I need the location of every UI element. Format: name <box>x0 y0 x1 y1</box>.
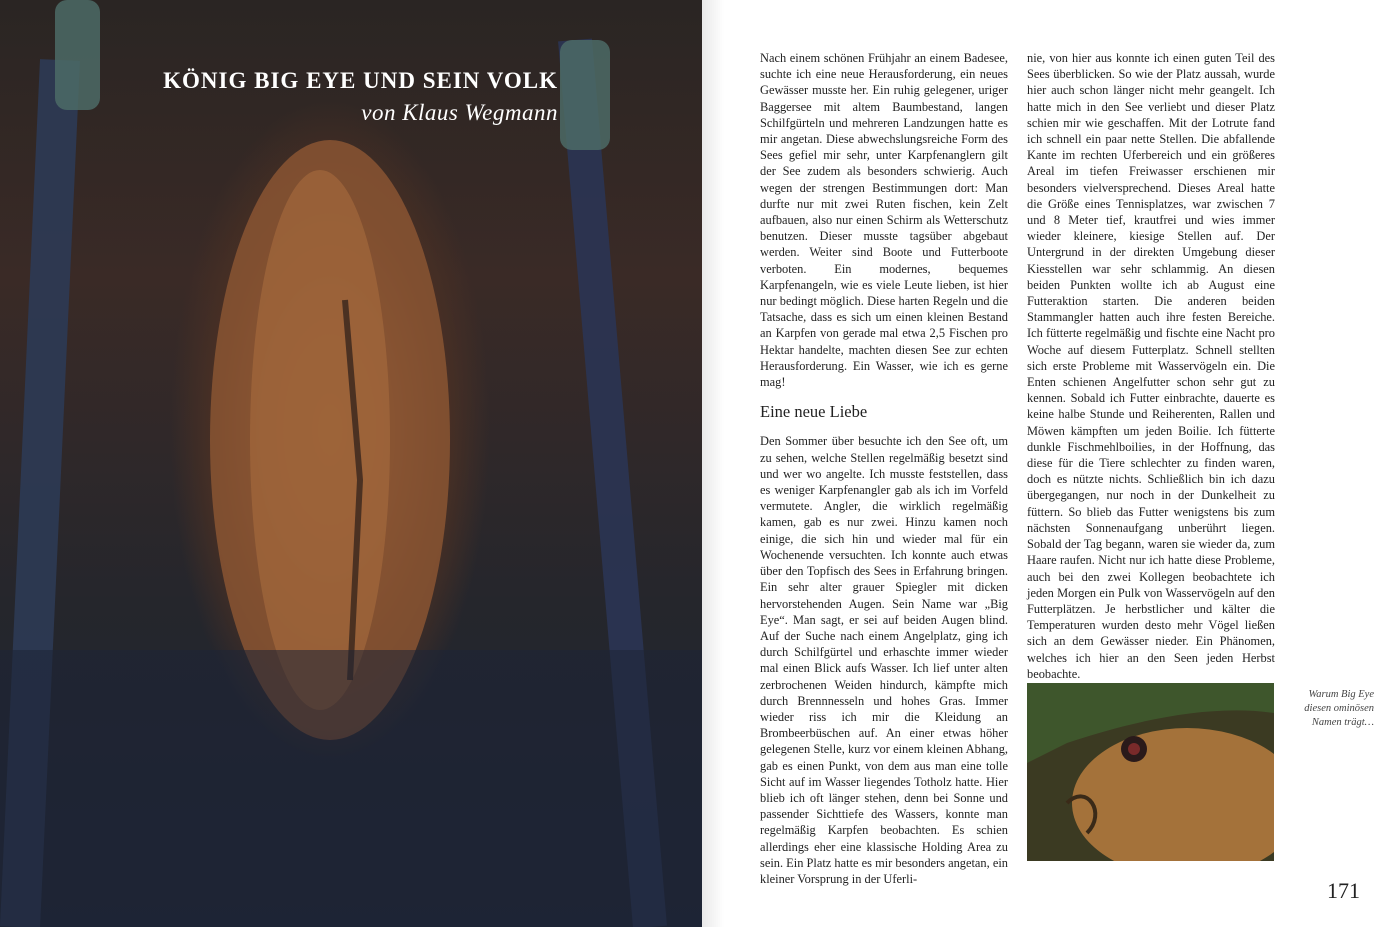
body-paragraph-continued: nie, von hier aus konnte ich einen guten Teil des Sees überblicken. So wie der Platz aussah, wurde hier auch schon länger nicht mehr geangelt. Ich hatte mich in den See verliebt und dieser Platz schien mir wie geschaffen. Mit der Lotrute fand ich schnell ein paar nette Stellen. Die abfallende Kante im rechten Uferbereich und ein größeres Areal im tiefen Freiwasser erschienen mir besonders vielversprechend. Dieses Areal hatte die Größe eines Tennisplatzes, war zwischen 7 und 8 Meter tief, krautfrei und wies immer wieder kleinere, kiesige Stellen auf. Der Untergrund in der direkten Umgebung dieser Kiesstellen war sehr schlammig. An diesen beiden Punkten wollte ich ab August eine Futteraktion starten. Die anderen beiden Stammangler hatten auch ihre festen Bereiche. Ich fütterte regelmäßig und fischte eine Nacht pro Woche auf diesem Futterplatz. Schnell stellten sich erste Probleme mit Wasservögeln ein. Die Enten schienen Angelfutter schon sehr gut zu kennen. Sobald ich Futter einbrachte, dauerte es keine halbe Stunde und Reiherenten, Rallen und Möwen kämpften um jeden Boilie. Ich fütterte dunkle Fischmehlboilies, in der Hoffnung, das diese für die Tiere schlechter zu finden waren, doch es nützte nichts. Schließlich bin ich dazu übergegangen, nur noch in der Dunkelheit zu füttern. So blieb das Futter wenigstens bis zum nächsten Sonnenaufgang unberührt liegen. Sobald der Tag begann, waren sie wieder da, zum Haare raufen. Nicht nur ich hatte diese Probleme, auch bei den zwei Kollegen beobachtete ich jeden Morgen ein Pulk von Wasservögeln auf den Futterplätzen. Je herbstlicher und kälter die Temperaturen wurden desto mehr Vögel ließen sich an dem Gewässer nieder. Ein Phänomen, welches ich hier an den Seen jeden Herbst beobachte. <box>1027 51 1275 681</box>
section-heading: Eine neue Liebe <box>760 402 868 422</box>
text-column-1 <box>760 50 1008 887</box>
carp-head-illustration <box>1027 683 1274 861</box>
intro-paragraph: Nach einem schönen Frühjahr an einem Badesee, suchte ich eine neue Herausforderung, ein neues Gewässer musste her. Ein ruhig gelegener, uriger Baggersee mit altem Baumbestand, langen Schilfgürteln und mehreren Landzungen hatte es mir angetan. Diese abwechslungsreiche Form des Sees gefiel mir sehr, unter Karpfenanglern gilt der See zudem als besonders schwierig. Auch wegen der strengen Bestimmungen dort: Man durfte nur mit zwei Ruten fischen, kein Zelt aufbauen, also nur einen Schirm als Wetterschutz benutzen. Dieser musste tagsüber abgebaut werden. Weiter sind Boote und Futterboote verboten. Ein modernes, bequemes Karpfenangeln, wie es viele Leute lieben, ist hier nur bedingt möglich. Diese harten Regeln und die Tatsache, dass es sich um einen kleinen Bestand an Karpfen von gerade mal etwa 2,5 Fischen pro Hektar handelte, machten diesen See zur echten Herausforderung. Ein Wasser, wie ich es gerne mag! <box>760 51 1008 390</box>
page-gutter <box>702 0 724 927</box>
photo-caption: Warum Big Eye diesen ominösen Namen trägt… <box>1304 689 1374 728</box>
text-column-2 <box>1027 50 1275 682</box>
body-paragraph: Den Sommer über besuchte ich den See oft, um zu sehen, welche Stellen regelmäßig besetzt sind und wer wo angelte. Ich musste feststellen, dass es weniger Karpfenangler gab als ich im Vorfeld vermutete. Angler, die wirklich regelmäßig kamen, gab es nur zwei. Hinzu kamen noch einige, die sich hin und wieder mal für ein Wochenende versuchten. Ich konnte auch etwas über den Topfisch des Sees in Erfahrung bringen. Ein sehr alter grauer Spiegler mit dicken hervorstehenden Augen. Sein Name war „Big Eye“. Man sagt, er sei auf beiden Augen blind. Auf der Suche nach einem Angelplatz, ging ich durch Schilfgürtel und erhaschte immer wieder mal einen Blick aufs Wasser. Ich lief unter alten zerbrochenen Weiden hindurch, kämpfte mich durch Brennnesseln und hohes Gras. Immer wieder riss ich mir die Kleidung an Brombeerbüschen auf. An einer etwas höher gelegenen Stelle, kurz vor einem kleinen Abhang, gab es einen Punkt, von dem aus man eine tolle Sicht auf im Wasser liegendes Totholz hatte. Hier blieb ich oft länger stehen, denn bei Sonne und passender Sichttiefe des Wassers, konnte man regelmäßig Karpfen beobachten. Es schien allerdings eher eine klassische Holding Area zu sein. Ein Platz hatte es mir besonders angetan, ein kleiner Vorsprung in der Uferli- <box>760 434 1008 886</box>
article-title: KÖNIG BIG EYE UND SEIN VOLK <box>163 68 558 93</box>
inset-photo-big-eye <box>1027 683 1274 861</box>
page-number: 171 <box>1327 878 1360 903</box>
article-author: von Klaus Wegmann <box>361 100 558 125</box>
